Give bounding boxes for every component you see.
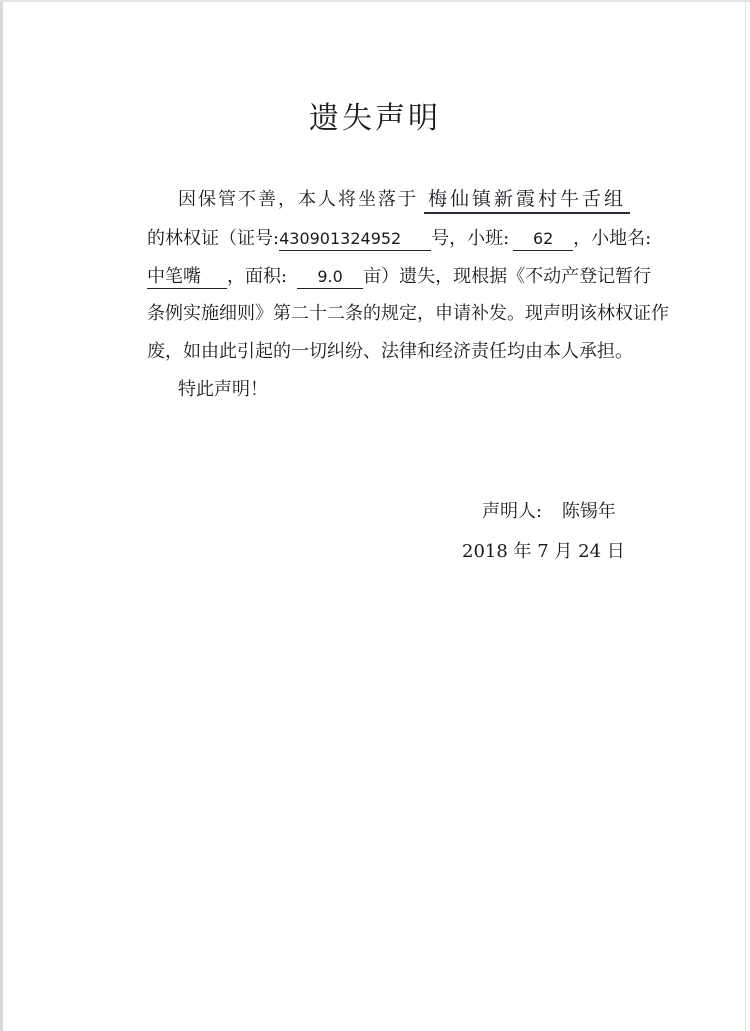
class-number-field bbox=[513, 228, 573, 251]
cert-number-value: 430901324952 bbox=[279, 229, 402, 248]
line2-suffix: ，小地名: bbox=[573, 228, 652, 249]
signature-date: 2018 年 7 月 24 日 bbox=[462, 541, 625, 562]
scan-edge-left bbox=[0, 0, 3, 1031]
location-value: 梅仙镇新霞村牛舌组 bbox=[428, 188, 627, 210]
declarant-name: 陈锡年 bbox=[561, 501, 616, 522]
signature-block bbox=[482, 497, 616, 523]
cert-number-field bbox=[279, 228, 431, 251]
paragraph-line-4: 条例实施细则》第二十二条的规定，申请补发。现声明该林权证作 bbox=[147, 303, 669, 324]
line1-prefix: 因保管不善，本人将坐落于 bbox=[178, 189, 418, 210]
line3-suffix: 亩）遗失，现根据《不动产登记暂行 bbox=[363, 266, 652, 287]
scan-edge-right bbox=[745, 0, 746, 1031]
line2-mid: 号，小班: bbox=[431, 228, 510, 249]
paragraph-line-3 bbox=[147, 263, 651, 291]
scan-edge-top bbox=[0, 0, 750, 2]
location-field bbox=[424, 187, 630, 214]
declarant-label: 声明人: bbox=[482, 501, 543, 522]
document-title: 遗失声明 bbox=[309, 101, 441, 136]
line2-prefix: 的林权证（证号: bbox=[147, 228, 280, 249]
line3-area-label: ，面积: bbox=[227, 266, 288, 287]
closing-statement: 特此声明！ bbox=[178, 379, 268, 400]
place-name-value: 中笔嘴 bbox=[147, 266, 201, 287]
class-number-value: 62 bbox=[532, 229, 554, 248]
paragraph-line-1 bbox=[178, 186, 630, 214]
place-name-field bbox=[147, 266, 227, 289]
area-field bbox=[297, 266, 363, 289]
area-value: 9.0 bbox=[317, 267, 343, 286]
paragraph-line-5: 废，如由此引起的一切纠纷、法律和经济责任均由本人承担。 bbox=[147, 341, 633, 362]
paragraph-line-2 bbox=[147, 225, 651, 253]
